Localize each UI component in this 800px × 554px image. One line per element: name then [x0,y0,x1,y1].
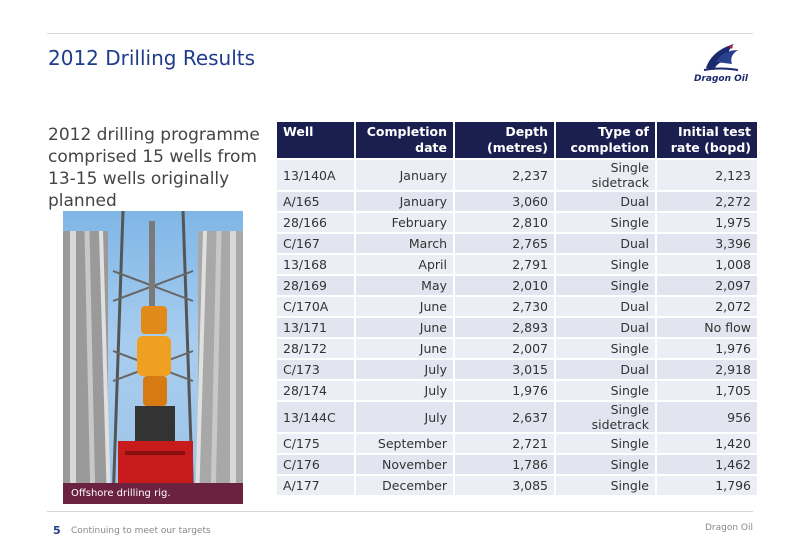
cell-depth: 2,893 [454,317,555,338]
table-row [277,359,757,380]
dragon-oil-logo [688,38,754,90]
cell-well: A/177 [277,475,355,495]
cell-initial-test-rate: 956 [656,401,757,433]
cell-initial-test-rate: 1,420 [656,433,757,454]
table-header-row [277,122,757,159]
cell-completion-date: February [355,212,454,233]
header-depth: Depth (metres) [454,122,555,159]
cell-type-of-completion: Single [555,454,656,475]
cell-completion-date: April [355,254,454,275]
header-type-of-completion: Type of completion [555,122,656,159]
cell-depth: 2,810 [454,212,555,233]
cell-well: 13/144C [277,401,355,433]
cell-type-of-completion: Single [555,254,656,275]
cell-type-of-completion: Single sidetrack [555,401,656,433]
cell-completion-date: July [355,401,454,433]
table-row [277,475,757,495]
cell-initial-test-rate: 2,072 [656,296,757,317]
drilling-rig-image [63,211,243,504]
table-row [277,212,757,233]
cell-type-of-completion: Single sidetrack [555,159,656,191]
drilling-results-table [277,122,757,495]
cell-depth: 2,730 [454,296,555,317]
cell-depth: 1,976 [454,380,555,401]
header-initial-test-rate: Initial test rate (bopd) [656,122,757,159]
footer-brand: Dragon Oil [704,523,753,533]
cell-initial-test-rate: 1,705 [656,380,757,401]
cell-depth: 2,010 [454,275,555,296]
cell-initial-test-rate: 2,123 [656,159,757,191]
cell-depth: 2,765 [454,233,555,254]
cell-type-of-completion: Single [555,212,656,233]
table-row [277,233,757,254]
cell-well: A/165 [277,191,355,212]
cell-initial-test-rate: No flow [656,317,757,338]
table-row [277,317,757,338]
cell-initial-test-rate: 1,008 [656,254,757,275]
cell-depth: 2,791 [454,254,555,275]
cell-type-of-completion: Dual [555,233,656,254]
cell-type-of-completion: Single [555,433,656,454]
cell-initial-test-rate: 3,396 [656,233,757,254]
table-row [277,159,757,191]
table-row [277,296,757,317]
cell-well: C/170A [277,296,355,317]
cell-completion-date: September [355,433,454,454]
cell-depth: 3,060 [454,191,555,212]
cell-depth: 2,237 [454,159,555,191]
footer-tagline: Continuing to meet our targets [71,526,211,536]
header-completion-date: Completion date [355,122,454,159]
cell-well: C/173 [277,359,355,380]
cell-well: 13/171 [277,317,355,338]
cell-completion-date: June [355,317,454,338]
cell-initial-test-rate: 2,272 [656,191,757,212]
cell-initial-test-rate: 2,918 [656,359,757,380]
cell-depth: 2,007 [454,338,555,359]
cell-type-of-completion: Dual [555,359,656,380]
cell-depth: 3,015 [454,359,555,380]
cell-type-of-completion: Single [555,475,656,495]
cell-depth: 1,786 [454,454,555,475]
intro-text: 2012 drilling programme comprised 15 wells from 13-15 wells originally planned [48,125,260,211]
cell-well: 28/169 [277,275,355,296]
cell-initial-test-rate: 2,097 [656,275,757,296]
cell-completion-date: December [355,475,454,495]
cell-completion-date: June [355,338,454,359]
table-row [277,401,757,433]
cell-completion-date: November [355,454,454,475]
table-row [277,380,757,401]
logo-text: Dragon Oil [694,74,748,84]
table-row [277,254,757,275]
cell-well: C/167 [277,233,355,254]
page-number: 5 [53,524,61,537]
cell-type-of-completion: Dual [555,317,656,338]
cell-initial-test-rate: 1,975 [656,212,757,233]
cell-well: 28/166 [277,212,355,233]
cell-well: C/176 [277,454,355,475]
cell-completion-date: July [355,359,454,380]
cell-well: 13/140A [277,159,355,191]
cell-depth: 2,721 [454,433,555,454]
cell-type-of-completion: Single [555,338,656,359]
cell-completion-date: January [355,191,454,212]
cell-well: 13/168 [277,254,355,275]
cell-initial-test-rate: 1,796 [656,475,757,495]
table-row [277,191,757,212]
cell-depth: 2,637 [454,401,555,433]
photo-caption: Offshore drilling rig. [63,483,243,504]
table-row [277,433,757,454]
cell-type-of-completion: Single [555,275,656,296]
cell-completion-date: May [355,275,454,296]
bottom-divider [47,511,753,512]
cell-completion-date: March [355,233,454,254]
cell-completion-date: June [355,296,454,317]
table-row [277,338,757,359]
dragon-icon [700,38,742,74]
cell-completion-date: July [355,380,454,401]
cell-well: 28/172 [277,338,355,359]
cell-well: 28/174 [277,380,355,401]
cell-type-of-completion: Dual [555,296,656,317]
cell-initial-test-rate: 1,462 [656,454,757,475]
cell-initial-test-rate: 1,976 [656,338,757,359]
cell-completion-date: January [355,159,454,191]
cell-type-of-completion: Dual [555,191,656,212]
table-row [277,454,757,475]
drilling-rig-photo [63,211,243,504]
top-divider [47,33,753,34]
table-row [277,275,757,296]
slide-title: 2012 Drilling Results [48,46,256,70]
header-well: Well [277,122,355,159]
cell-type-of-completion: Single [555,380,656,401]
cell-well: C/175 [277,433,355,454]
cell-depth: 3,085 [454,475,555,495]
